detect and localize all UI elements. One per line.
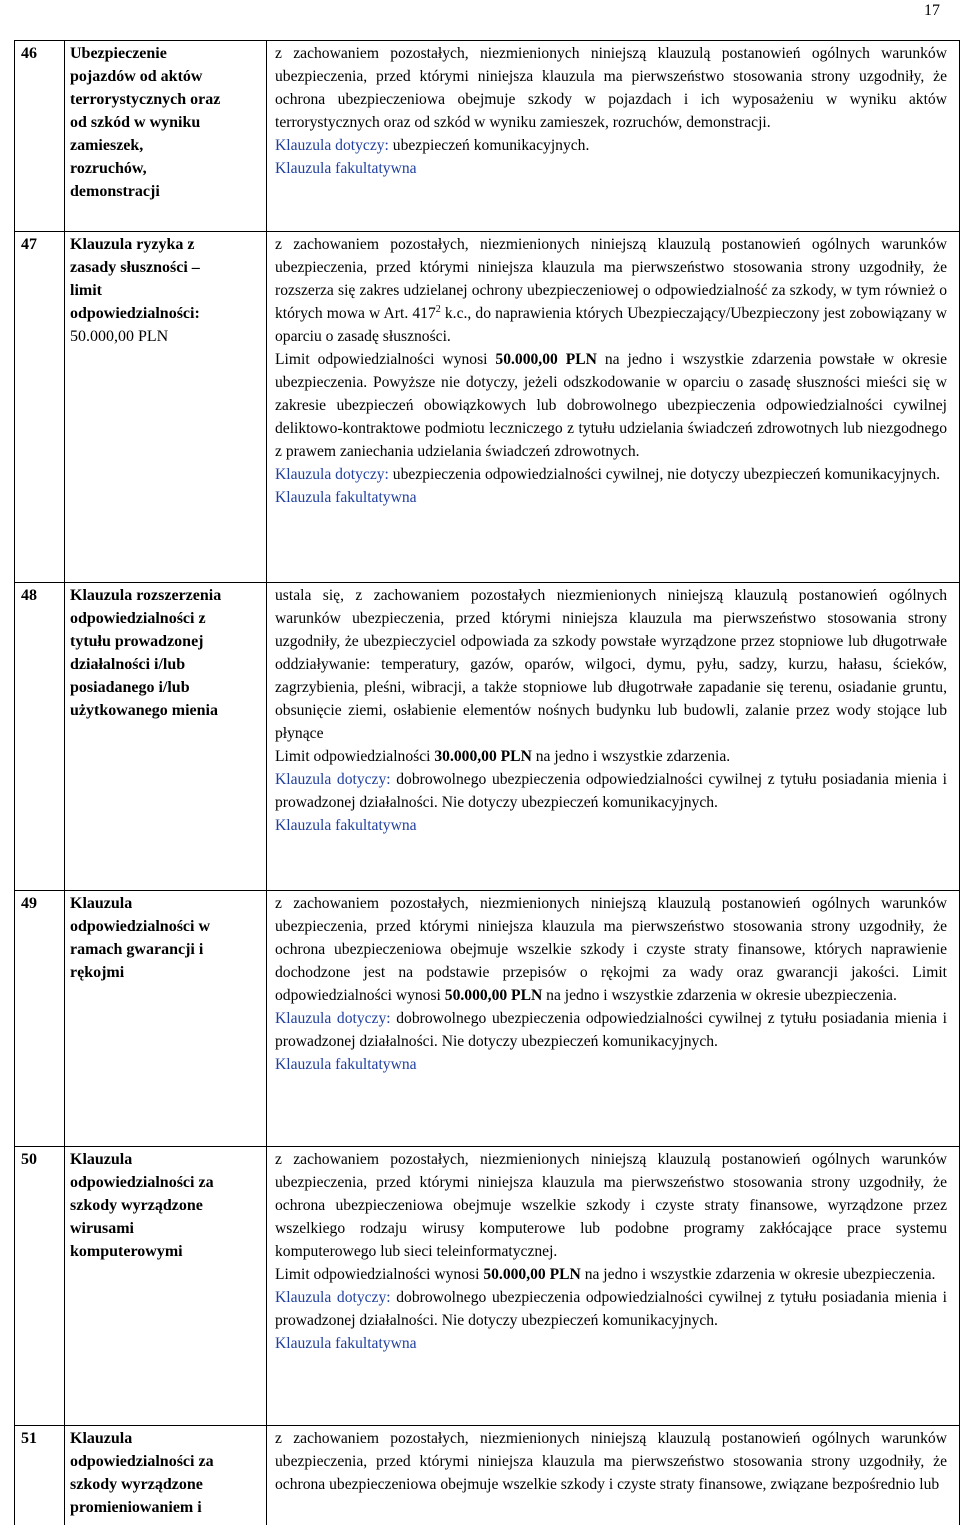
clause-title-line: odpowiedzialności za [70,1171,262,1194]
clause-text-part: k.c., do naprawienia których Ubezpieczający/Ubezpieczony jest zobowiązany w oparciu o zasadę słuszności. [275,305,947,345]
clause-title-line: rękojmi [70,961,262,984]
clause-title [65,583,267,891]
clause-limit [275,348,947,463]
optional-clause-label: Klauzula fakultatywna [275,1053,947,1076]
clause-applies [275,1007,947,1053]
clause-number: 47 [15,232,65,583]
clause-text: z zachowaniem pozostałych, niezmienionych niniejszą klauzulą postanowień ogólnych warunków ubezpieczenia, przed którymi niniejsza klauzula ma pierwszeństwo stosowania strony uzgodniły, że ochrona ubezpieczeniowa obejmuje szkody w pojazdach i ich wyposażeniu w wyniku aktów terrorystycznych oraz od szkód w wyniku zamieszek, rozruchów, demonstracji. [275,42,947,134]
clauses-table [14,40,960,1525]
clause-title-line: ramach gwarancji i [70,938,262,961]
optional-clause-label: Klauzula fakultatywna [275,1332,947,1355]
clause-title-line: posiadanego i/lub [70,676,262,699]
clause-applies [275,768,947,814]
clause-number: 46 [15,41,65,232]
applies-label: Klauzula dotyczy: [275,1010,391,1027]
limit-prefix: Limit odpowiedzialności wynosi [275,1266,483,1283]
clause-title [65,1426,267,1525]
table-row [15,1426,960,1525]
clause-body [267,232,960,583]
clause-number: 48 [15,583,65,891]
clause-title-line: promieniowaniem i [70,1496,262,1519]
clause-title-line: demonstracji [70,180,262,203]
clause-title-line: odpowiedzialności za [70,1450,262,1473]
table-row [15,891,960,1147]
clause-title-line: Ubezpieczenie [70,42,262,65]
limit-suffix: na jedno i wszystkie zdarzenia w okresie ubezpieczenia. [581,1266,936,1283]
clause-title-line: odpowiedzialności z [70,607,262,630]
clause-title-line: zasady słuszności – [70,256,262,279]
table-row [15,232,960,583]
clause-number: 50 [15,1147,65,1426]
clause-title-line: Klauzula rozszerzenia [70,584,262,607]
clause-text-part: z zachowaniem pozostałych, niezmienionych niniejszą klauzulą postanowień ogólnych warunków ubezpieczenia, przed którymi niniejsza klauzula ma pierwszeństwo stosowania strony uzgodniły, że rozszerza się zakres udzielanej ochrony ubezpieczeniowej o odpowiedzialność za szkody, w tym również o których mowa w Art. 417 [275,236,947,322]
clause-title-line: zamieszek, [70,134,262,157]
applies-label: Klauzula dotyczy: [275,466,389,483]
optional-clause-label: Klauzula fakultatywna [275,814,947,837]
clause-title-line: od szkód w wyniku [70,111,262,134]
applies-text: ubezpieczeń komunikacyjnych. [389,137,589,154]
table-row [15,41,960,232]
clause-title [65,891,267,1147]
clause-body [267,41,960,232]
limit-amount: 50.000,00 PLN [495,351,597,368]
page-number: 17 [924,2,940,20]
clause-text-part: z zachowaniem pozostałych, niezmienionych niniejszą klauzulą postanowień ogólnych warunków ubezpieczenia, przed którymi niniejsza klauzula ma pierwszeństwo stosowania strony uzgodniły, że ochrona ubezpieczeniowa obejmuje wszelkie szkody i czyste straty finansowe, których naprawienie dochodzone jest na podstawie przepisów o rękojmi za wady oraz gwarancji jakości. [275,895,947,981]
clause-text: z zachowaniem pozostałych, niezmienionych niniejszą klauzulą postanowień ogólnych warunków ubezpieczenia, przed którymi niniejsza klauzula ma pierwszeństwo stosowania strony uzgodniły, że ochrona ubezpieczeniowa obejmuje wszelkie szkody i czyste straty finansowe, związane bezpośrednio lub [275,1427,947,1496]
clause-applies [275,1286,947,1332]
clause-text [275,233,947,348]
limit-amount: 50.000,00 PLN [483,1266,580,1283]
clause-title-line: pojazdów od aktów [70,65,262,88]
applies-label: Klauzula dotyczy: [275,771,391,788]
clause-title [65,232,267,583]
optional-clause-label: Klauzula fakultatywna [275,157,947,180]
clause-title [65,41,267,232]
table-row [15,583,960,891]
clause-body [267,1147,960,1426]
clause-applies [275,463,947,486]
optional-clause-label: Klauzula fakultatywna [275,486,947,509]
clause-body [267,1426,960,1525]
clause-limit [275,1263,947,1286]
limit-amount: 30.000,00 PLN [434,748,531,765]
clause-title-line: odpowiedzialności: [70,302,262,325]
applies-text: dobrowolnego ubezpieczenia odpowiedzialności cywilnej z tytułu posiadania mienia i prowadzonej działalności. Nie dotyczy ubezpieczeń komunikacyjnych. [275,1010,947,1050]
clause-title-line: szkody wyrządzone [70,1194,262,1217]
applies-text: dobrowolnego ubezpieczenia odpowiedzialności cywilnej z tytułu posiadania mienia i prowadzonej działalności. Nie dotyczy ubezpieczeń komunikacyjnych. [275,1289,947,1329]
limit-prefix: Limit odpowiedzialności wynosi [275,351,495,368]
clause-text: z zachowaniem pozostałych, niezmienionych niniejszą klauzulą postanowień ogólnych warunków ubezpieczenia, przed którymi niniejsza klauzula ma pierwszeństwo stosowania strony uzgodniły, że ochrona ubezpieczeniowa obejmuje wszelkie szkody i czyste straty finansowe, wyrządzone przez wszelkiego rodzaju wirusy komputerowe lub podobne programy zakłócające prace systemu komputerowego lub sieci teleinformatycznej. [275,1148,947,1263]
limit-amount: 50.000,00 PLN [445,987,542,1004]
clause-title-line: rozruchów, [70,157,262,180]
clause-title-line: odpowiedzialności w [70,915,262,938]
clause-body [267,583,960,891]
clause-title-line: szkody wyrządzone [70,1473,262,1496]
clause-applies [275,134,947,157]
clause-limit [275,745,947,768]
limit-prefix: Limit odpowiedzialności [275,748,434,765]
clause-title-line: wirusami [70,1217,262,1240]
clause-text: ustala się, z zachowaniem pozostałych niezmienionych niniejszą klauzulą postanowień ogólnych warunków ubezpieczenia, przed którymi niniejsza klauzula ma pierwszeństwo stosowania strony uzgodniły, że ubezpieczyciel odpowiada za szkody powstałe wyrządzone przez stopniowe lub długotrwałe oddziaływanie: temperatury, gazów, oparów, wilgoci, dymu, pyłu, sadzy, kurzu, hałasu, ścieków, zagrzybienia, pleśni, wibracji, a także stopniowe lub długotrwałe zapadanie się terenu, osiadanie gruntu, obsunięcie ziemi, osłabienie elementów nośnych budynku lub budowli, zalanie przez wody stojące lub płynące [275,584,947,745]
clause-exclusion: Powyższe nie dotyczy, jeżeli odszkodowanie w oparciu o zasadę słuszności mieści się w zakresie ubezpieczeń obowiązkowych lub dobrowolnego ubezpieczenia odpowiedzialności cywilnej deliktowo-kontraktowe podmiotu leczniczego z tytułu udzielania świadczeń zdrowotnych lub niezgodnego z prawem zaniechania udzielania świadczeń zdrowotnych. [275,374,947,460]
table-row [15,1147,960,1426]
clause-title-line: Klauzula ryzyka z [70,233,262,256]
clause-body [267,891,960,1147]
clause-title-line: tytułu prowadzonej [70,630,262,653]
clause-title-line: Klauzula [70,1148,262,1171]
clause-title-line: Klauzula [70,1427,262,1450]
clause-title-line: 50.000,00 PLN [70,325,262,348]
applies-text: ubezpieczenia odpowiedzialności cywilnej, nie dotyczy ubezpieczeń komunikacyjnych. [389,466,940,483]
clause-title-line: komputerowymi [70,1240,262,1263]
clause-title-line: limit [70,279,262,302]
clause-title [65,1147,267,1426]
clause-title-line: terrorystycznych oraz [70,88,262,111]
applies-label: Klauzula dotyczy: [275,1289,391,1306]
clause-number: 51 [15,1426,65,1525]
applies-text: dobrowolnego ubezpieczenia odpowiedzialności cywilnej z tytułu posiadania mienia i prowadzonej działalności. Nie dotyczy ubezpieczeń komunikacyjnych. [275,771,947,811]
clause-number: 49 [15,891,65,1147]
limit-prefix: Limit odpowiedzialności wynosi [275,964,947,1004]
applies-label: Klauzula dotyczy: [275,137,389,154]
superscript: 2 [436,304,441,315]
limit-suffix: na jedno i wszystkie zdarzenia w okresie ubezpieczenia. [542,987,897,1004]
clause-text [275,892,947,1007]
limit-suffix: na jedno i wszystkie zdarzenia powstałe w okresie ubezpieczenia. [275,351,947,391]
clause-title-line: działalności i/lub [70,653,262,676]
clause-title-line: użytkowanego mienia [70,699,262,722]
limit-suffix: na jedno i wszystkie zdarzenia. [532,748,730,765]
clause-title-line: Klauzula [70,892,262,915]
